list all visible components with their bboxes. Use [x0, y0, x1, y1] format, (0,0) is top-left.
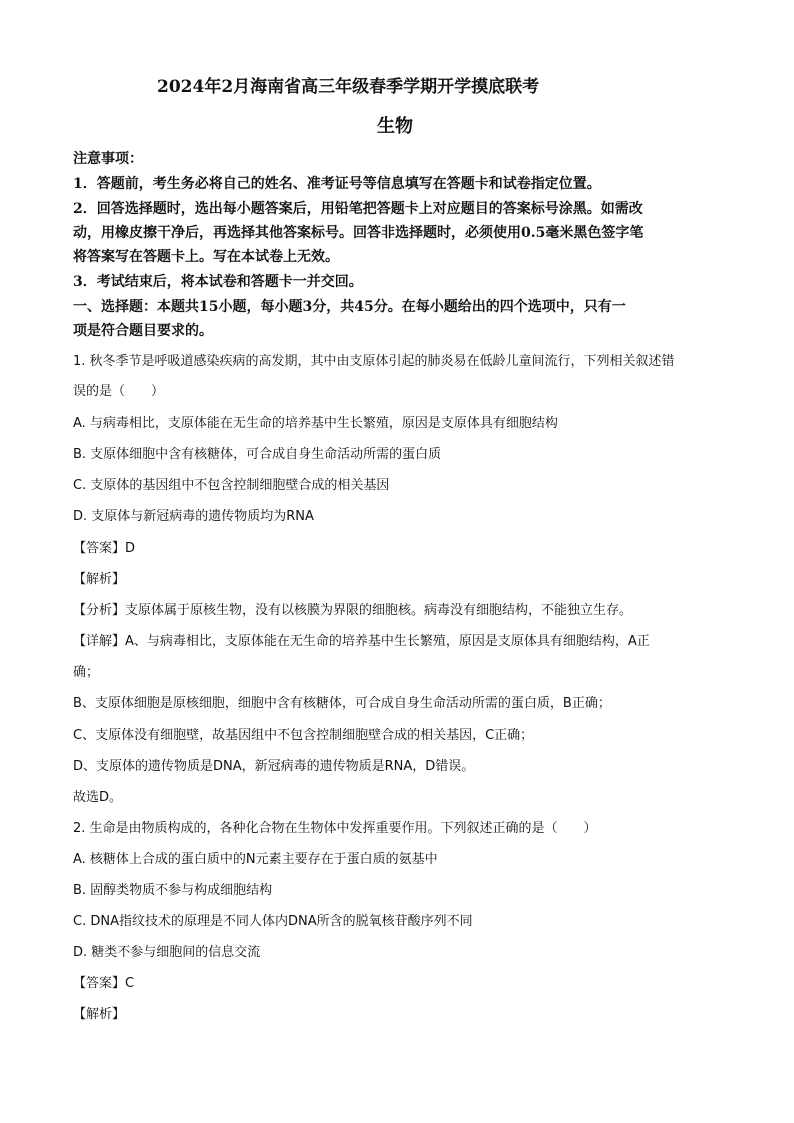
q1-option-b: B. 支原体细胞中含有核糖体，可合成自身生命活动所需的蛋白质 [73, 447, 442, 462]
q1-analysis-line: 确； [73, 665, 100, 680]
q2-option-a: A. 核糖体上合成的蛋白质中的N元素主要存在于蛋白质的氨基中 [73, 852, 438, 867]
subject-title: 生物 [377, 116, 413, 137]
q1-analysis-line: 【分析】支原体属于原核生物，没有以核膜为界限的细胞核。病毒没有细胞结构，不能独立生存。 [73, 603, 633, 618]
q2-answer: 【答案】C [73, 976, 135, 991]
notice-heading: 注意事项： [73, 151, 143, 167]
q1-answer: 【答案】D [73, 541, 136, 556]
q1-analysis-line: 【详解】A、与病毒相比，支原体能在无生命的培养基中生长繁殖，原因是支原体具有细胞结构，A正 [73, 634, 650, 649]
q1-option-a: A. 与病毒相比，支原体能在无生命的培养基中生长繁殖，原因是支原体具有细胞结构 [73, 416, 558, 431]
notice-line: 动，用橡皮擦干净后，再选择其他答案标号。回答非选择题时，必须使用0.5毫米黑色签字笔 [73, 225, 644, 241]
q1-option-c: C. 支原体的基因组中不包含控制细胞壁合成的相关基因 [73, 478, 390, 493]
q1-analysis-line: C、支原体没有细胞壁，故基因组中不包含控制细胞壁合成的相关基因，C正确； [73, 728, 534, 743]
q2-option-b: B. 固醇类物质不参与构成细胞结构 [73, 883, 273, 898]
q1-stem: 误的是（ ） [73, 384, 165, 399]
q2-analysis-label: 【解析】 [73, 1007, 126, 1022]
notice-line: 3．考试结束后，将本试卷和答题卡一并交回。 [73, 274, 363, 290]
notice-line: 2．回答选择题时，选出每小题答案后，用铅笔把答题卡上对应题目的答案标号涂黑。如需改 [73, 201, 643, 217]
notice-line: 1．答题前，考生务必将自己的姓名、准考证号等信息填写在答题卡和试卷指定位置。 [73, 176, 601, 192]
q2-option-c: C. DNA指纹技术的原理是不同人体内DNA所含的脱氧核苷酸序列不同 [73, 914, 473, 929]
q1-analysis-line: D、支原体的遗传物质是DNA，新冠病毒的遗传物质是RNA，D错误。 [73, 759, 475, 774]
notice-line: 将答案写在答题卡上。写在本试卷上无效。 [73, 249, 339, 265]
q2-stem: 2. 生命是由物质构成的，各种化合物在生物体中发挥重要作用。下列叙述正确的是（ ） [73, 821, 597, 836]
section-heading: 项是符合题目要求的。 [73, 323, 213, 339]
q1-analysis-line: B、支原体细胞是原核细胞，细胞中含有核糖体，可合成自身生命活动所需的蛋白质，B正确； [73, 696, 611, 711]
section-heading: 一、选择题：本题共15小题，每小题3分，共45分。在每小题给出的四个选项中，只有一 [73, 299, 626, 315]
q2-option-d: D. 糖类不参与细胞间的信息交流 [73, 945, 261, 960]
q1-analysis-label: 【解析】 [73, 572, 126, 587]
q1-stem: 1. 秋冬季节是呼吸道感染疾病的高发期，其中由支原体引起的肺炎易在低龄儿童间流行，下列相关叙述错 [73, 354, 675, 369]
q1-analysis-line: 故选D。 [73, 790, 123, 805]
exam-title: 2024年2月海南省高三年级春季学期开学摸底联考 [157, 77, 540, 97]
q1-option-d: D. 支原体与新冠病毒的遗传物质均为RNA [73, 509, 314, 524]
